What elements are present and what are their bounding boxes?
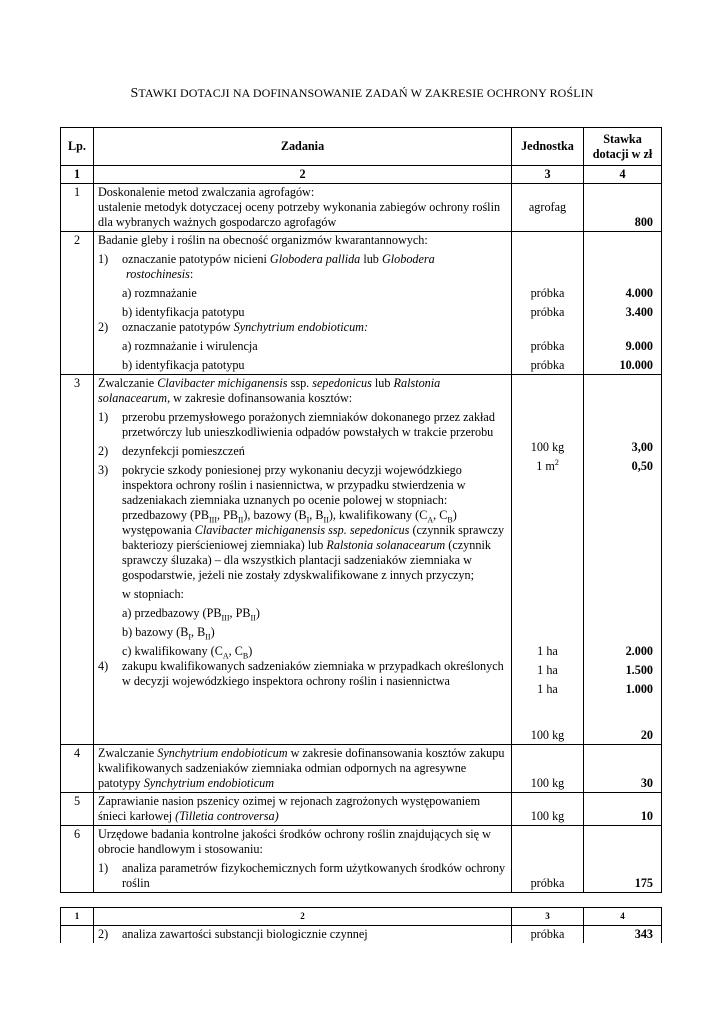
header-unit: Jednostka [512, 128, 584, 166]
document-title: STAWKI DOTACJI NA DOFINANSOWANIE ZADAŃ W ZAKRESIE OCHRONY ROŚLIN [130, 86, 594, 101]
continuation-table-wrapper [60, 907, 661, 943]
table-row: 4 Zwalczanie Synchytrium endobioticum w zakresie dofinansowania kosztów zakupu kwalifikowanych sadzeniaków ziemniaka odmian odpornych na agresywne patotypy Synchytrium endobioticum 100 kg 30 [61, 745, 662, 793]
table-row: 6 Urzędowe badania kontrolne jakości środków ochrony roślin znajdujących się w obrocie handlowym i stosowaniu: 1) analiza parametrów fizykochemicznych form użytkowanych środków ochrony roślin próbka 175 [61, 826, 662, 893]
table-row: 1 Doskonalenie metod zwalczania agrofagów: ustalenie metodyk dotyczacej oceny potrzeby wykonania zabiegów ochrony roślin dla wybranych ważnych gospodarczo agrofagów agrofag 800 [61, 184, 662, 232]
header-row [61, 128, 662, 166]
header-task: Zadania [94, 128, 512, 166]
header-rate: Stawka dotacji w zł [584, 128, 662, 166]
table-row: 2 Badanie gleby i roślin na obecność organizmów kwarantannowych: 1) oznaczanie patotypów nicieni Globodera pallida lub Globodera rostochinesis: a) rozmnażanie b) identyfikacja patotypu 2) oznaczanie patotypów Synchytrium endobioticum: a) rozmnażanie i wirulencja b) identyfikacja patotypu próbka próbka próbka próbka 4.000 3.400 9.000 10.000 [61, 232, 662, 375]
header-lp: Lp. [61, 128, 94, 166]
column-number-row: 1 2 3 4 [61, 908, 662, 926]
table-row: 2) analiza zawartości substancji biologicznie czynnej próbka 343 [61, 926, 662, 944]
continuation-table [60, 907, 662, 943]
table-row: 5 Zaprawianie nasion pszenicy ozimej w rejonach zagrożonych występowaniem śnieci karłowej (Tilletia controversa) 100 kg 10 [61, 793, 662, 826]
table-row: 3 Zwalczanie Clavibacter michiganensis ssp. sepedonicus lub Ralstonia solanacearum, w zakresie dofinansowania kosztów: 1) przerobu przemysłowego porażonych ziemniaków dokonanego przez zakład przetwórczy lub unieszkodliwienia odpadów powstałych w trakcie przerobu 2) dezynfekcji pomieszczeń 3) pokrycie szkody poniesionej przy wykonaniu decyzji wojewódzkiego inspektora ochrony roślin i nasiennictwa, w przypadku stwierdzenia w sadzeniakach ziemniaka uznanych po ocenie polowej w stopniach: przedbazowy ($PB_{III}$, $PB_{II}$), bazowy ($B_I$, $B_{II}$), kwalifikowany ($C_A$, $C_B$) występowania Clavibacter michiganensis ssp. sepedonicus (czynnik sprawczy bakteriozy pierścieniowej ziemniaka) lub Ralstonia solanacearum (czynnik sprawczy śluzaka) – dla wszystkich plantacji sadzeniaków ziemniaka w gospodarstwie, jeżeli nie zostały zdyskwalifikowane z innych przyczyn; w stopniach: a) przedbazowy ($PB_{III}$, $PB_{II}$) b) bazowy ($B_I$, $B_{II}$) c) kwalifikowany ($C_A$, $C_B$) 4) zakupu kwalifikowanych sadzeniaków ziemniaka w przypadkach określonych w decyzji wojewódzkiego inspektora ochrony roślin i nasiennictwa 100 kg 1 $m^2$ 1 ha 1 ha 1 ha 100 kg 3,00 0,50 2.000 1.500 1.000 20 [61, 375, 662, 745]
rates-table-wrapper [60, 127, 661, 893]
rates-table [60, 127, 662, 893]
column-number-row: 1 2 3 4 [61, 166, 662, 184]
